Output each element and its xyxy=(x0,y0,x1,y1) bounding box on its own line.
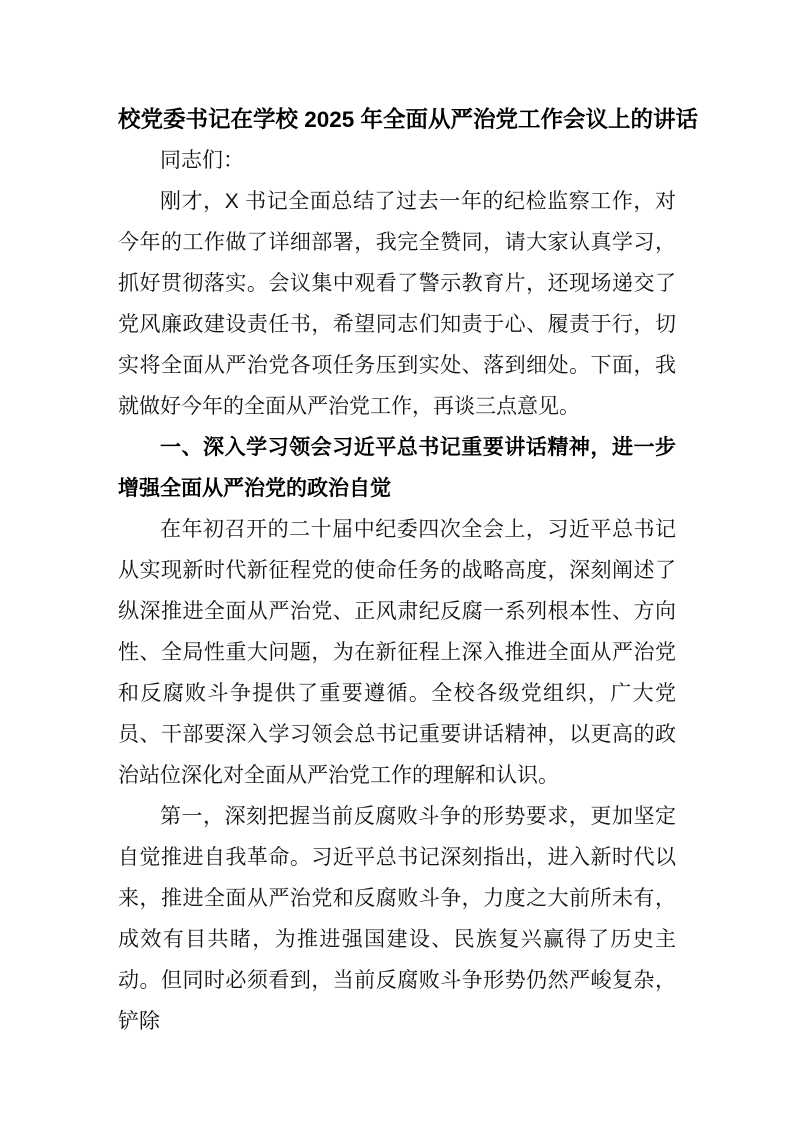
body-paragraph-1: 刚才，X 书记全面总结了过去一年的纪检监察工作，对今年的工作做了详细部署，我完全赞同，请大家认真学习，抓好贯彻落实。会议集中观看了警示教育片，还现场递交了党风廉政建设责任书，希望同志们知责于心、履责于行，切实将全面从严治党各项任务压到实处、落到细处。下面，我就做好今年的全面从严治党工作，再谈三点意见。 xyxy=(118,190,676,418)
section-heading-1: 一、深入学习领会习近平总书记重要讲话精神，进一步增强全面从严治党的政治自觉 xyxy=(118,436,676,500)
body-paragraph-3: 第一，深刻把握当前反腐败斗争的形势要求，更加坚定自觉推进自我革命。习近平总书记深刻指出，进入新时代以来，推进全面从严治党和反腐败斗争，力度之大前所未有，成效有目共睹，为推进强国建设、民族复兴赢得了历史主动。但同时必须看到，当前反腐败斗争形势仍然严峻复杂，铲除 xyxy=(118,805,676,1033)
document-content xyxy=(118,99,699,1042)
body-paragraph-2: 在年初召开的二十届中纪委四次全会上，习近平总书记从实现新时代新征程党的使命任务的战略高度，深刻阐述了纵深推进全面从严治党、正风肃纪反腐一系列根本性、方向性、全局性重大问题，为在新征程上深入推进全面从严治党和反腐败斗争提供了重要遵循。全校各级党组织，广大党员、干部要深入学习领会总书记重要讲话精神，以更高的政治站位深化对全面从严治党工作的理解和认识。 xyxy=(118,518,676,787)
salutation: 同志们： xyxy=(160,149,244,172)
document-title: 校党委书记在学校 2025 年全面从严治党工作会议上的讲话 xyxy=(118,107,699,132)
